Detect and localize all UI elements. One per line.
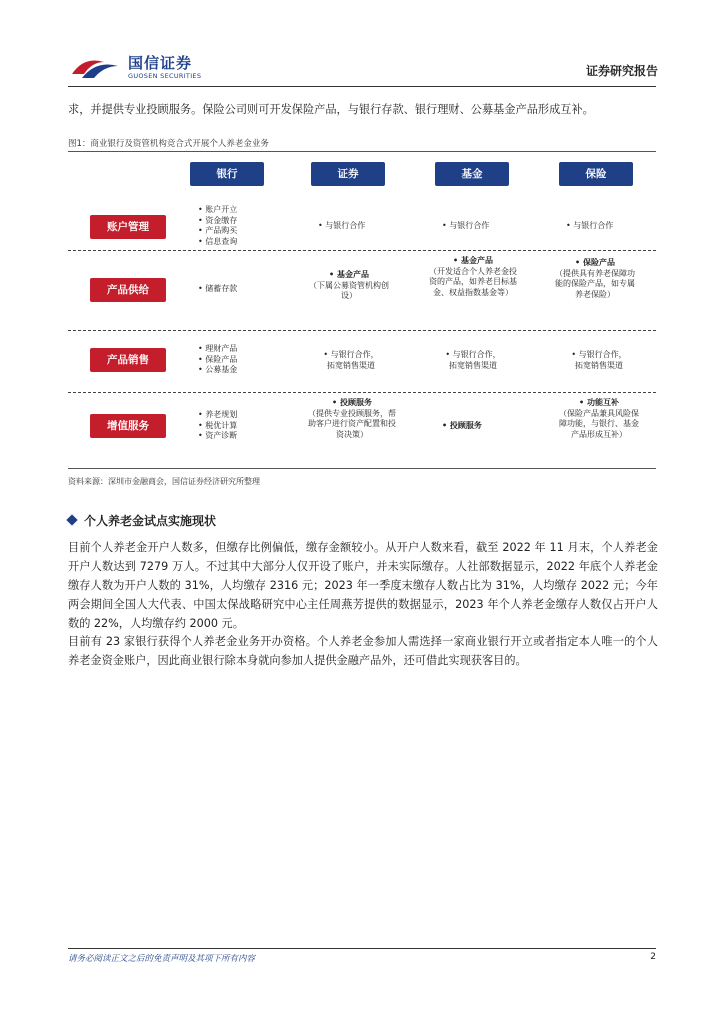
logo-text-en: GUOSEN SECURITIES (128, 72, 202, 80)
logo-text-cn: 国信证券 (128, 54, 193, 72)
cell-securities-value-added (308, 398, 396, 440)
cell-fund-value-added (442, 421, 482, 432)
guosen-logo (68, 50, 228, 86)
cell-note: 拓宽销售渠道 (449, 360, 497, 370)
column-header-insurance: 保险 (559, 162, 633, 186)
list-item: • 保险产品 (198, 355, 237, 366)
figure-top-rule (68, 151, 656, 152)
row-divider (68, 250, 656, 251)
guosen-logo-icon (70, 52, 122, 82)
footer-divider (68, 948, 656, 949)
cell-insurance-supply (552, 258, 638, 300)
list-item: • 资产诊断 (198, 431, 237, 442)
intro-paragraph: 求，并提供专业投顾服务。保险公司则可开发保险产品，与银行存款、银行理财、公募基金产品形成互补。 (68, 103, 594, 116)
row-header-value-added: 增值服务 (90, 414, 166, 438)
body-paragraph-1: 目前个人养老金开户人数多，但缴存比例偏低，缴存金额较小。从开户人数来看，截至 2022 年 11 月末，个人养老金开户人数达到 7279 万人。不过其中大部分人仅开设了账户，并未实际缴存。人社部数据显示，2022 年底个人养老金缴存人数为开户人数的 31%，人均缴存 2316 元；2023 年一季度末缴存人数占比为 31%，人均缴存 2022 元；今年两会期间全国人大代表、中国太保战略研究中心主任周燕芳提供的数据显示，2023 年个人养老金缴存人数仅占开户人数的 22%，人均缴存约 2000 元。 (68, 541, 658, 630)
cell-note: （下属公募资管机构创设） (309, 280, 389, 300)
cell-insurance-value-added (556, 398, 642, 440)
cell-title: • 与银行合作， (445, 350, 501, 359)
list-item: • 产品购买 (198, 226, 237, 237)
cell-insurance-sales (556, 350, 642, 371)
cell-title: • 基金产品 (453, 256, 493, 265)
column-header-securities: 证券 (311, 162, 385, 186)
cell-securities-supply (306, 270, 392, 302)
body-paragraph-2: 目前有 23 家银行获得个人养老金业务开办资格。个人养老金参加人需选择一家商业银行开立或者指定本人唯一的个人养老金资金账户，因此商业银行除本身就向参加人提供金融产品外，还可借此实现获客目的。 (68, 635, 658, 667)
list-item: • 养老规划 (198, 410, 237, 421)
cell-note: （提供具有养老保障功能的保险产品，如专属养老保险） (555, 268, 635, 299)
cell-securities-sales (308, 350, 394, 371)
report-type: 证券研究报告 (585, 64, 658, 78)
diamond-bullet-icon (66, 514, 77, 525)
cell-title: • 功能互补 (579, 398, 619, 407)
header-divider (68, 86, 656, 87)
list-item: • 与银行合作 (566, 221, 613, 232)
list-item: • 公募基金 (198, 365, 237, 376)
row-header-account: 账户管理 (90, 215, 166, 239)
list-item: • 账户开立 (198, 205, 237, 216)
column-header-bank: 银行 (190, 162, 264, 186)
cell-fund-supply (428, 256, 518, 298)
cell-bank-supply (198, 284, 237, 295)
cell-note: （保险产品兼具风险保障功能，与银行、基金产品形成互补） (559, 408, 639, 439)
list-item: • 与银行合作 (318, 221, 365, 232)
cell-note: 拓宽销售渠道 (575, 360, 623, 370)
column-header-fund: 基金 (435, 162, 509, 186)
page-number: 2 (650, 952, 656, 962)
page-header (68, 50, 658, 86)
row-divider (68, 330, 656, 331)
cell-bank-sales (198, 344, 237, 376)
cell-title: • 投顾服务 (332, 398, 372, 407)
cell-fund-sales (430, 350, 516, 371)
cell-title: • 与银行合作， (571, 350, 627, 359)
list-item: • 资金缴存 (198, 216, 237, 227)
list-item: • 理财产品 (198, 344, 237, 355)
cell-insurance-account (566, 221, 613, 232)
list-item: • 储蓄存款 (198, 284, 237, 295)
list-item: • 税优计算 (198, 421, 237, 432)
figure-title: 图1：商业银行及资管机构竞合式开展个人养老金业务 (68, 139, 269, 149)
cell-securities-account (318, 221, 365, 232)
figure-bottom-rule (68, 468, 656, 469)
cell-note: 拓宽销售渠道 (327, 360, 375, 370)
list-item: • 信息查询 (198, 237, 237, 248)
figure-source: 资料来源：深圳市金融商会，国信证券经济研究所整理 (68, 477, 260, 486)
cell-title: • 保险产品 (575, 258, 615, 267)
row-header-product-sales: 产品销售 (90, 348, 166, 372)
list-item: • 与银行合作 (442, 221, 489, 232)
cell-bank-account (198, 205, 237, 247)
list-item: • 投顾服务 (442, 421, 482, 432)
cell-bank-value-added (198, 410, 237, 442)
row-divider (68, 392, 656, 393)
cell-fund-account (442, 221, 489, 232)
cell-note: （提供专业投顾服务，帮助客户进行资产配置和投资决策） (308, 408, 396, 439)
cell-title: • 基金产品 (329, 270, 369, 279)
row-header-product-supply: 产品供给 (90, 278, 166, 302)
cell-title: • 与银行合作， (323, 350, 379, 359)
section-title: 个人养老金试点实施现状 (68, 512, 216, 529)
cell-note: （开发适合个人养老金投资的产品，如养老目标基金、权益指数基金等） (429, 266, 517, 297)
disclaimer-note: 请务必阅读正文之后的免责声明及其项下所有内容 (68, 954, 256, 964)
